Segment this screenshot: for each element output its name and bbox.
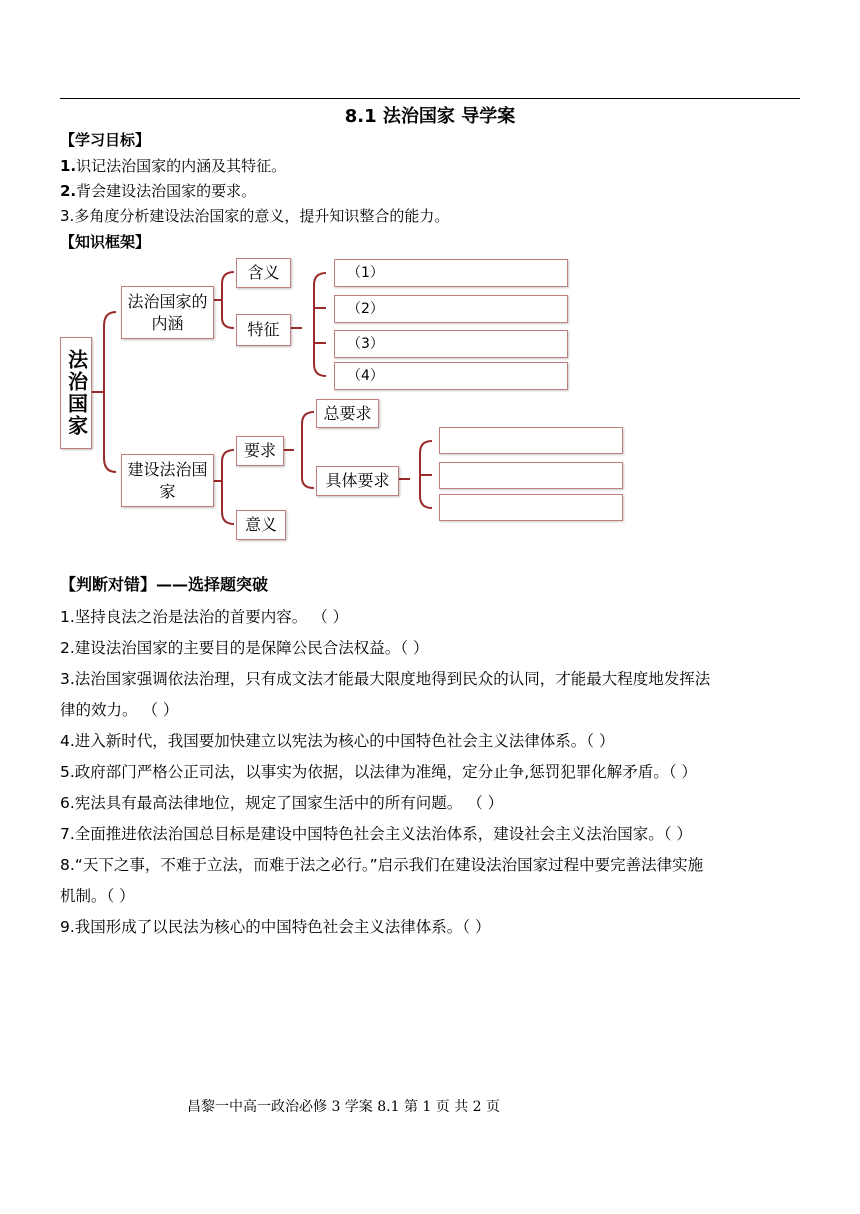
objective-2: 2.背会建设法治国家的要求。 [60, 182, 257, 200]
question-4: 4.进入新时代，我国要加快建立以宪法为核心的中国特色社会主义法律体系。（ ） [60, 732, 615, 750]
question-7: 7.全面推进依法治国总目标是建设中国特色社会主义法治体系，建设社会主义法治国家。（ ） [60, 825, 692, 843]
question-9: 9.我国形成了以民法为核心的中国特色社会主义法律体系。（ ） [60, 918, 491, 936]
feature-slot-2[interactable]: （2） [334, 295, 568, 323]
question-5: 5.政府部门严格公正司法，以事实为依据，以法律为准绳，定分止争,惩罚犯罪化解矛盾。（ ） [60, 763, 697, 781]
question-3-line-2: 律的效力。 （ ） [60, 701, 179, 719]
page-title: 8.1 法治国家 导学案 [344, 106, 516, 127]
feature-slot-4[interactable]: （4） [334, 362, 568, 390]
framework-root-box: 法治国家 [60, 337, 92, 449]
specific-req-slot-2[interactable] [439, 462, 623, 489]
node-requirements: 要求 [236, 436, 284, 466]
question-3-line-1: 3.法治国家强调依法治理，只有成文法才能最大限度地得到民众的认同，才能最大程度地发挥法 [60, 670, 711, 688]
objective-3: 3.多角度分析建设法治国家的意义，提升知识整合的能力。 [60, 207, 450, 225]
question-6: 6.宪法具有最高法律地位，规定了国家生活中的所有问题。 （ ） [60, 794, 504, 812]
objectives-heading: 【学习目标】 [60, 131, 151, 149]
branch-build-rule-of-law-state: 建设法治国家 [121, 454, 214, 507]
node-general-requirement: 总要求 [316, 399, 379, 428]
specific-req-slot-3[interactable] [439, 494, 623, 521]
judge-heading: 【判断对错】——选择题突破 [60, 575, 269, 594]
framework-heading: 【知识框架】 [60, 233, 151, 251]
question-8-line-2: 机制。（ ） [60, 887, 135, 905]
question-2: 2.建设法治国家的主要目的是保障公民合法权益。（ ） [60, 639, 429, 657]
question-8-line-1: 8.“天下之事，不难于立法，而难于法之必行。”启示我们在建设法治国家过程中要完善法律实施 [60, 856, 704, 874]
question-1: 1.坚持良法之治是法治的首要内容。 （ ） [60, 608, 349, 626]
objective-1: 1.识记法治国家的内涵及其特征。 [60, 157, 287, 175]
node-significance: 意义 [236, 510, 286, 540]
feature-slot-3[interactable]: （3） [334, 330, 568, 358]
branch-rule-of-law-connotation: 法治国家的内涵 [121, 286, 214, 339]
feature-slot-1[interactable]: （1） [334, 259, 568, 287]
node-meaning: 含义 [236, 258, 291, 288]
specific-req-slot-1[interactable] [439, 427, 623, 454]
page-footer: 昌黎一中高一政治必修 3 学案 8.1 第 1 页 共 2 页 [187, 1099, 501, 1115]
node-features: 特征 [236, 314, 291, 346]
node-specific-requirements: 具体要求 [316, 466, 399, 496]
